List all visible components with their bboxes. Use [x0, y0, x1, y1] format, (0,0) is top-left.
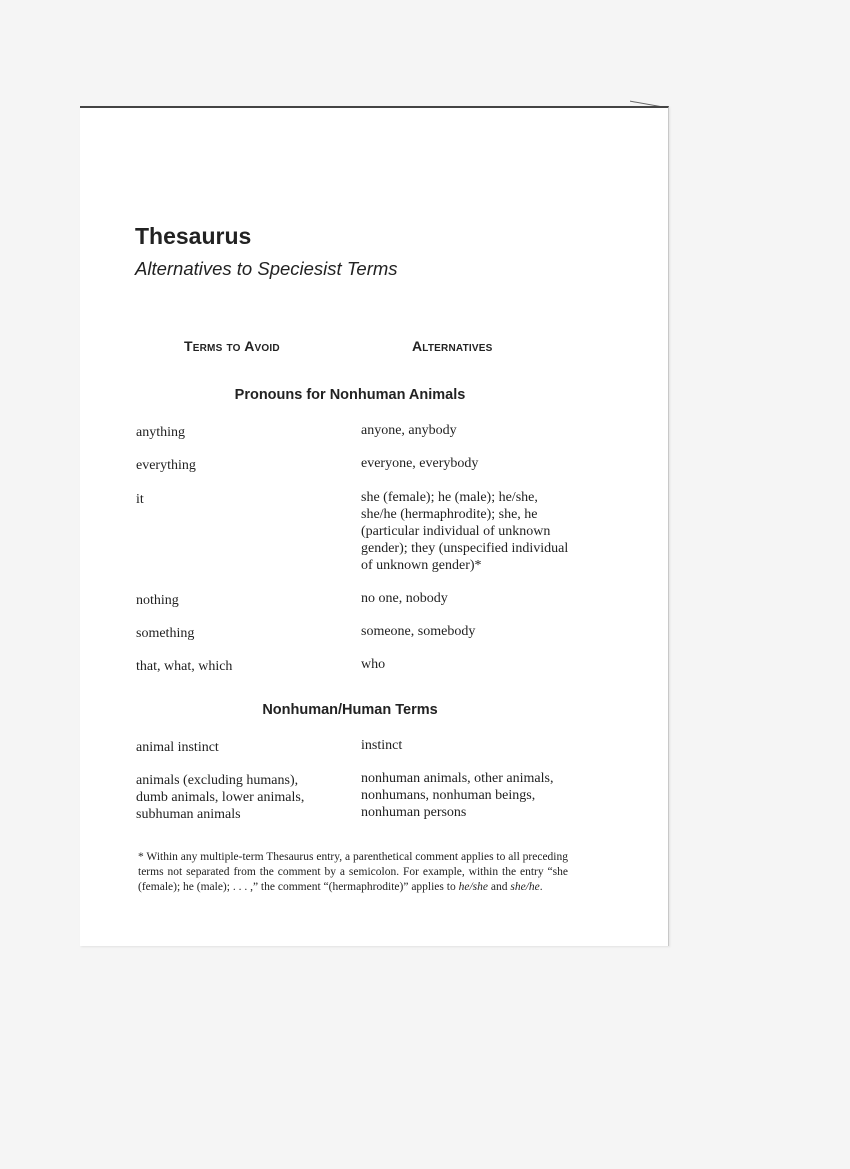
section-title-pronouns: Pronouns for Nonhuman Animals [234, 387, 466, 403]
document-page [80, 106, 669, 946]
term-to-avoid: something [136, 626, 195, 641]
alternative-term: instinct [361, 738, 403, 753]
alternative-term: who [361, 657, 386, 672]
column-header-alternatives: Alternatives [412, 338, 493, 354]
footnote-example-1: he/she [458, 881, 488, 893]
footnote [138, 850, 568, 895]
term-to-avoid: everything [136, 458, 196, 473]
alternative-term: someone, somebody [361, 624, 476, 639]
alternative-term: no one, nobody [361, 591, 448, 606]
page-subtitle: Alternatives to Speciesist Terms [135, 258, 398, 279]
footnote-text: * Within any multiple-term Thesaurus entry, a parenthetical comment applies to all preceding terms not separated from the comment by a semicolon. For example, within the entry “she (female); he (male); . . . ,” the comment “(hermaphrodite)” applies to [138, 851, 568, 893]
alternative-term: she (female); he (male); he/she, she/he (hermaphrodite); she, he (particular individual of unknown gender); they (unspecified individual of unknown gender)* [361, 490, 569, 573]
term-to-avoid: animals (excluding humans), dumb animals, lower animals, subhuman animals [136, 773, 305, 822]
alternative-term: anyone, anybody [361, 423, 457, 438]
alternative-term: nonhuman animals, other animals, nonhumans, nonhuman beings, nonhuman persons [361, 771, 554, 820]
term-to-avoid: it [136, 492, 144, 507]
term-to-avoid: nothing [136, 593, 179, 608]
term-to-avoid: animal instinct [136, 740, 219, 755]
alternative-term: everyone, everybody [361, 456, 479, 471]
page-title: Thesaurus [135, 223, 252, 249]
term-to-avoid: that, what, which [136, 659, 233, 674]
column-header-avoid: Terms to Avoid [184, 338, 280, 354]
footnote-joiner: and [487, 881, 511, 893]
footnote-end: . [539, 881, 543, 893]
section-title-nonhuman-human: Nonhuman/Human Terms [262, 702, 438, 718]
footnote-example-2: she/he [510, 881, 540, 893]
term-to-avoid: anything [136, 425, 185, 440]
